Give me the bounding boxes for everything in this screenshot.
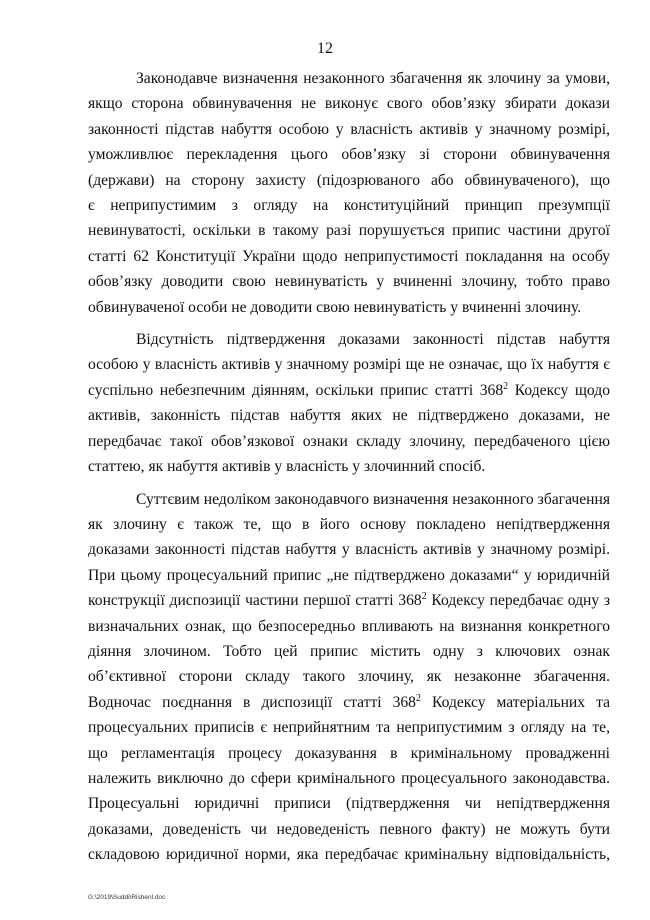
- text-line: обвинуваченої особи не доводити свою невинуватість у вчиненні злочину.: [88, 298, 582, 316]
- text-line: Суттєвим недоліком законодавчого визначення незаконного збагачення: [136, 490, 610, 508]
- text-line: належить виключно до сфери кримінального процесуального законодавства.: [88, 769, 610, 787]
- text-line: процесуальних приписів є неприйнятним та неприпустимим з огляду на те,: [88, 719, 610, 737]
- file-path-footer: G:\2019\Suddi\Rishenl.doc: [88, 894, 166, 901]
- text-line: особою у власність активів у значному розмірі ще не означає, що їх набуття є: [88, 356, 610, 374]
- paragraph-2: [88, 327, 610, 479]
- text-line: діяння злочином. Тобто цей припис містить одну з ключових ознак: [88, 642, 610, 660]
- text-segment: Водночас поєднання в диспозиції статті 368: [88, 693, 416, 711]
- text-segment: Кодексу матеріальних та: [420, 693, 610, 711]
- text-line: невинуватості, оскільки в такому разі порушується припис частини другої: [88, 222, 610, 240]
- superscript: 2: [421, 591, 427, 603]
- paragraph-3: [88, 487, 610, 868]
- text-line: визначальних ознак, що безпосередньо впливають на визнання конкретного: [88, 617, 610, 635]
- body-text: [88, 66, 610, 868]
- text-line: що регламентація процесу доказування в кримінальному провадженні: [88, 744, 610, 762]
- superscript: 2: [503, 380, 509, 392]
- text-line: статті 62 Конституції України щодо неприпустимості покладання на особу: [88, 247, 610, 265]
- text-line: (держави) на сторону захисту (підозрюваного або обвинуваченого), що: [88, 171, 610, 189]
- text-line: доказами законності підстав набуття у власність активів у значному розмірі.: [88, 541, 610, 559]
- text-line: законності підстав набуття особою у власність активів у значному розмірі,: [88, 120, 610, 138]
- text-line: складовою юридичної норми, яка передбачає кримінальну відповідальність,: [88, 846, 610, 864]
- text-segment: суспільно небезпечним діянням, оскільки припис статті 368: [88, 381, 504, 399]
- text-line: передбачає такої обов’язкової ознаки складу злочину, передбаченого цією: [88, 432, 610, 450]
- text-line: Процесуальні юридичні приписи (підтвердження чи непідтвердження: [88, 795, 610, 813]
- page-number: 12: [317, 40, 333, 57]
- text-line-with-superscript: [88, 690, 610, 715]
- paragraph-1: [88, 66, 610, 320]
- text-line: При цьому процесуальний припис „не підтверджено доказами“ у юридичній: [88, 566, 610, 584]
- text-line: якщо сторона обвинувачення не виконує свого обов’язку збирати докази: [88, 95, 610, 113]
- text-line: є неприпустимим з огляду на конституційний принцип презумпції: [88, 197, 610, 215]
- text-line: як злочину є також те, що в його основу покладено непідтвердження: [88, 515, 610, 533]
- text-line: Законодавче визначення незаконного збагачення як злочину за умови,: [136, 70, 610, 87]
- text-line: статтею, як набуття активів у власність у злочинний спосіб.: [88, 458, 486, 476]
- text-segment: Кодексу щодо: [508, 381, 610, 399]
- text-line: уможливлює перекладення цього обов’язку зі сторони обвинувачення: [88, 146, 610, 164]
- text-segment: конструкції диспозиції частини першої статті 368: [88, 592, 422, 610]
- text-line: доказами, доведеність чи недоведеність певного факту) не можуть бути: [88, 820, 610, 838]
- text-line: обов’язку доводити свою невинуватість у вчиненні злочину, тобто право: [88, 273, 610, 291]
- text-line: активів, законність підстав набуття яких не підтверджено доказами, не: [88, 407, 610, 425]
- text-line: об’єктивної сторони складу такого злочину, як незаконне збагачення.: [88, 668, 610, 686]
- superscript: 2: [415, 692, 421, 704]
- text-line-with-superscript: [88, 588, 610, 613]
- text-segment: Кодексу передбачає одну з: [426, 592, 610, 610]
- text-line-with-superscript: [88, 378, 610, 403]
- text-line: Відсутність підтвердження доказами законності підстав набуття: [136, 331, 610, 349]
